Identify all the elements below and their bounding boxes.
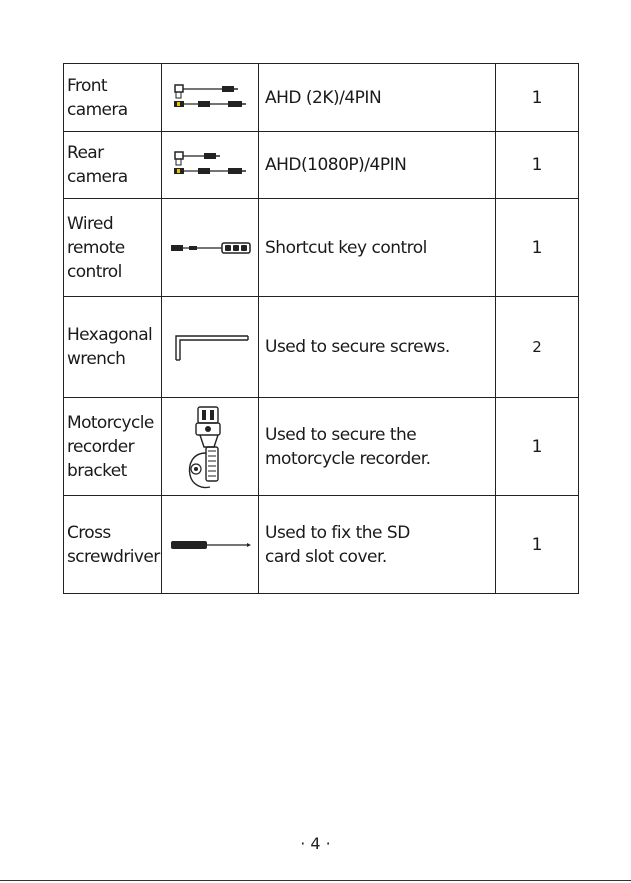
item-name-cell [64,199,162,297]
item-name-cell [64,297,162,398]
table-row [64,199,579,297]
item-image-cell [162,496,259,594]
table-row [64,398,579,496]
table-row [64,496,579,594]
item-description: AHD(1080P)/4PIN [265,155,407,175]
item-quantity: 1 [496,64,579,132]
rear-camera-cable-icon [168,145,252,185]
item-image-cell [162,398,259,496]
front-camera-cable-icon [168,78,252,118]
item-description-cell [259,398,496,496]
item-name-cell [64,132,162,199]
table-row [64,297,579,398]
item-description-cell [259,297,496,398]
item-description-cell [259,496,496,594]
bracket-icon [180,403,240,491]
item-description: Used to fix the SD card slot cover. [265,522,410,567]
item-description: Used to secure screws. [265,337,450,357]
page-number: · 4 · [300,834,331,853]
item-description: Used to secure the motorcycle recorder. [265,424,431,469]
item-name: Front camera [67,75,128,120]
item-name: Hexagonal wrench [67,325,153,369]
screwdriver-icon [167,535,253,555]
bottom-rule [0,880,631,881]
item-name: Cross screwdriver [67,522,160,567]
item-image-cell [162,64,259,132]
item-description: AHD (2K)/4PIN [265,87,382,108]
item-quantity: 1 [496,132,579,199]
item-image-cell [162,199,259,297]
item-name: Wired remote control [67,213,125,282]
item-name-cell [64,398,162,496]
item-image-cell [162,297,259,398]
item-description: Shortcut key control [265,237,427,258]
item-name-cell [64,64,162,132]
item-image-cell [162,132,259,199]
item-name-cell [64,496,162,594]
item-quantity: 1 [496,199,579,297]
item-quantity: 2 [496,297,579,398]
wired-remote-icon [167,238,253,258]
item-quantity: 1 [496,398,579,496]
hex-wrench-icon [168,330,252,364]
item-quantity: 1 [496,496,579,594]
item-name: Rear camera [67,143,128,187]
item-description-cell [259,64,496,132]
item-name: Motorcycle recorder bracket [67,412,154,481]
item-description-cell [259,199,496,297]
accessory-table [63,63,579,594]
table-row [64,64,579,132]
item-description-cell [259,132,496,199]
table-row [64,132,579,199]
